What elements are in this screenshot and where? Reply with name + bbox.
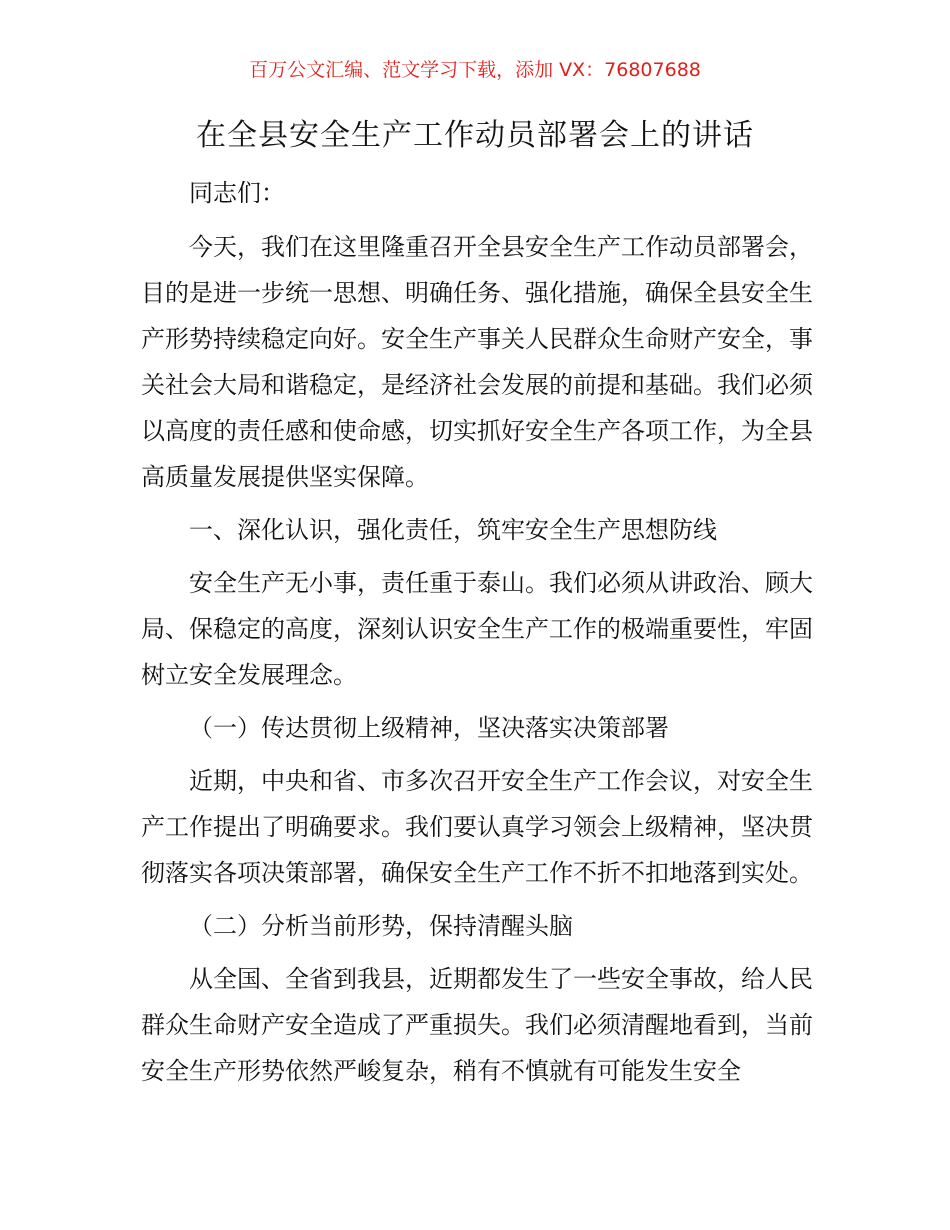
- subsection-heading-2: （二）分析当前形势，保持清醒头脑: [189, 912, 573, 940]
- paragraph-subsection-2: 从全国、全省到我县，近期都发生了一些安全事故，给人民群众生命财产安全造成了严重损失。我们必须清醒地看到，当前安全生产形势依然严峻复杂，稍有不慎就有可能发生安全: [141, 965, 813, 1085]
- paragraph-subsection-1: 近期，中央和省、市多次召开安全生产工作会议，对安全生产工作提出了明确要求。我们要认真学习领会上级精神，坚决贯彻落实各项决策部署，确保安全生产工作不折不扣地落到实处。: [141, 767, 813, 887]
- header-watermark: 百万公文汇编、范文学习下载，添加 VX：76807688: [249, 59, 701, 81]
- paragraph-intro: 今天，我们在这里隆重召开全县安全生产工作动员部署会，目的是进一步统一思想、明确任务、强化措施，确保全县安全生产形势持续稳定向好。安全生产事关人民群众生命财产安全，事关社会大局和谐稳定，是经济社会发展的前提和基础。我们必须以高度的责任感和使命感，切实抓好安全生产各项工作，为全县高质量发展提供坚实保障。: [141, 233, 813, 491]
- salutation: 同志们：: [189, 179, 285, 207]
- section-heading-1: 一、深化认识，强化责任，筑牢安全生产思想防线: [189, 516, 717, 544]
- document-title: 在全县安全生产工作动员部署会上的讲话: [196, 118, 754, 153]
- document-body: [141, 170, 813, 1101]
- paragraph-section-1: 安全生产无小事，责任重于泰山。我们必须从讲政治、顾大局、保稳定的高度，深刻认识安全生产工作的极端重要性，牢固树立安全发展理念。: [141, 569, 813, 689]
- subsection-heading-1: （一）传达贯彻上级精神，坚决落实决策部署: [189, 714, 669, 742]
